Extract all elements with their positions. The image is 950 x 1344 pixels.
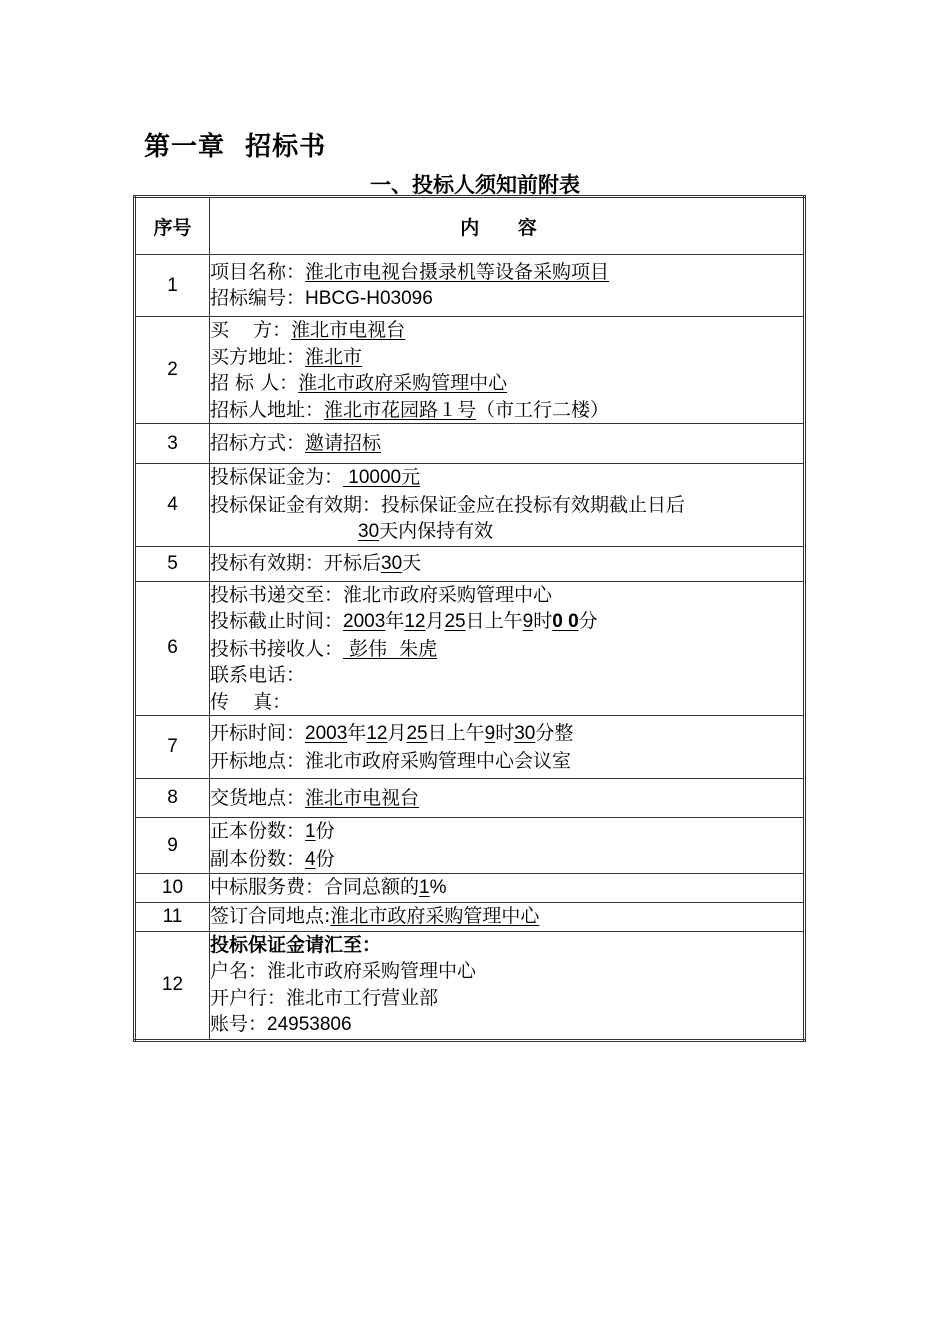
minute-value: 0 0 xyxy=(552,611,579,632)
day-value: 25 xyxy=(444,611,466,632)
row-content xyxy=(210,818,805,874)
field-label: 招标方式： xyxy=(210,432,306,455)
field-label: 买 方： xyxy=(210,319,292,341)
field-suffix: （市工行二楼） xyxy=(476,398,610,421)
field-suffix: 天 xyxy=(402,551,422,574)
content-line xyxy=(210,492,803,519)
field-label: 投标保证金有效期： xyxy=(210,493,382,516)
content-line xyxy=(210,636,803,663)
field-label: 开标地点： xyxy=(210,749,306,772)
row-content xyxy=(210,546,805,581)
content-line xyxy=(210,397,803,424)
row-content xyxy=(210,779,805,818)
day-value: 25 xyxy=(406,723,428,744)
unit: 时 xyxy=(495,722,515,744)
field-suffix: 天内保持有效 xyxy=(379,520,494,542)
row-number: 4 xyxy=(135,464,210,547)
row-number: 8 xyxy=(135,779,210,818)
field-label: 签订合同地点: xyxy=(210,905,331,928)
table-row xyxy=(135,317,805,424)
content-line xyxy=(210,464,803,492)
content-line xyxy=(210,985,803,1012)
row-number: 9 xyxy=(135,818,210,874)
table-row xyxy=(135,581,805,716)
row-content xyxy=(210,255,805,317)
field-suffix: % xyxy=(429,877,447,898)
content-line xyxy=(210,818,803,846)
content-line xyxy=(210,259,803,286)
content-heading: 投标保证金请汇至： xyxy=(210,933,382,956)
field-label: 传 真： xyxy=(210,690,292,713)
field-value: 1 xyxy=(419,877,430,898)
row-number: 5 xyxy=(135,546,210,581)
content-line xyxy=(210,874,803,902)
row-number: 6 xyxy=(135,581,210,716)
unit: 月 xyxy=(387,722,407,744)
unit: 分整 xyxy=(535,722,574,744)
field-value: 淮北市 xyxy=(305,345,363,368)
field-label: 开标时间： xyxy=(210,722,306,744)
row-number: 1 xyxy=(135,255,210,317)
minute-value: 30 xyxy=(514,723,536,744)
content-line xyxy=(210,662,803,689)
field-label: 投标截止时间： xyxy=(210,610,344,632)
content-line xyxy=(210,317,803,344)
content-line xyxy=(210,344,803,371)
table-row xyxy=(135,818,805,874)
row-content xyxy=(210,902,805,931)
field-text: 24953806 xyxy=(267,1014,352,1035)
table-row xyxy=(135,902,805,931)
field-label: 投标有效期： xyxy=(210,551,325,574)
row-content xyxy=(210,874,805,903)
unit: 日上午 xyxy=(427,722,485,744)
content-line xyxy=(210,518,803,546)
month-value: 12 xyxy=(366,723,388,744)
row-content xyxy=(210,581,805,716)
row-number: 12 xyxy=(135,931,210,1040)
table-header-row xyxy=(135,197,805,255)
content-line xyxy=(210,285,803,313)
field-label: 中标服务费： xyxy=(210,876,325,898)
field-value: 30 xyxy=(381,552,403,574)
content-line xyxy=(210,1011,803,1039)
field-label: 投标保证金为： xyxy=(210,466,344,488)
field-value: 淮北市电视台摄录机等设备采购项目 xyxy=(305,260,610,283)
unit: 月 xyxy=(425,610,445,632)
field-label: 开户行： xyxy=(210,986,287,1009)
unit: 年 xyxy=(385,610,405,632)
row-content xyxy=(210,464,805,547)
field-value: 10000元 xyxy=(343,467,421,488)
field-value: 淮北市电视台 xyxy=(305,786,420,809)
content-line xyxy=(210,608,803,636)
field-label: 投标书递交至： xyxy=(210,583,344,606)
field-text: 开标后 xyxy=(324,551,382,574)
row-number: 11 xyxy=(135,902,210,931)
row-number: 2 xyxy=(135,317,210,424)
year-value: 2003 xyxy=(343,611,386,632)
header-no: 序号 xyxy=(135,197,210,255)
field-text: 淮北市政府采购管理中心会议室 xyxy=(305,749,572,772)
table-row xyxy=(135,874,805,903)
content-line xyxy=(210,785,803,812)
field-label: 项目名称： xyxy=(210,260,306,283)
hour-value: 9 xyxy=(484,723,496,744)
table-row xyxy=(135,424,805,464)
field-value: 1 xyxy=(305,821,316,842)
field-value: 淮北市政府采购管理中心 xyxy=(330,905,540,928)
content-line xyxy=(210,748,803,775)
content-line xyxy=(210,430,803,457)
content-line xyxy=(210,958,803,985)
row-content xyxy=(210,317,805,424)
month-value: 12 xyxy=(404,611,426,632)
content-line xyxy=(210,846,803,874)
field-text: 合同总额的 xyxy=(324,876,420,898)
field-suffix: 份 xyxy=(315,820,335,842)
field-label: 户名： xyxy=(210,960,268,982)
field-label: 买方地址： xyxy=(210,345,306,368)
table-row xyxy=(135,464,805,547)
field-label: 联系电话： xyxy=(210,664,306,686)
field-label: 账号： xyxy=(210,1013,268,1035)
field-value: 淮北市电视台 xyxy=(291,319,406,341)
table-row xyxy=(135,546,805,581)
table-title: 一、投标人须知前附表 xyxy=(370,173,580,197)
field-value: 淮北市政府采购管理中心 xyxy=(298,372,508,394)
field-suffix: 份 xyxy=(315,847,335,870)
unit: 日上午 xyxy=(465,610,523,632)
field-label: 招标人地址： xyxy=(210,398,325,421)
year-value: 2003 xyxy=(305,723,348,744)
field-label: 招标编号： xyxy=(210,287,306,309)
row-content xyxy=(210,424,805,464)
field-value: 4 xyxy=(305,848,316,870)
field-value: 邀请招标 xyxy=(305,432,382,455)
content-line xyxy=(210,370,803,397)
unit: 时 xyxy=(533,610,553,632)
hour-value: 9 xyxy=(522,611,534,632)
field-text: 淮北市政府采购管理中心 xyxy=(343,583,553,606)
content-line xyxy=(210,903,803,930)
row-content xyxy=(210,716,805,779)
field-label: 招 标 人： xyxy=(210,372,299,394)
row-number: 7 xyxy=(135,716,210,779)
row-number: 10 xyxy=(135,874,210,903)
row-number: 3 xyxy=(135,424,210,464)
table-row xyxy=(135,716,805,779)
field-text: 淮北市政府采购管理中心 xyxy=(267,960,477,982)
field-text: 淮北市工行营业部 xyxy=(286,986,439,1009)
field-label: 副本份数： xyxy=(210,847,306,870)
bidder-instructions-table xyxy=(133,195,806,1042)
content-line xyxy=(210,720,803,748)
content-line xyxy=(210,689,803,716)
unit: 分 xyxy=(578,610,598,632)
field-label: 投标书接收人： xyxy=(210,637,344,660)
table-row xyxy=(135,931,805,1040)
field-label: 交货地点： xyxy=(210,786,306,809)
field-label: 正本份数： xyxy=(210,820,306,842)
content-line xyxy=(210,550,803,578)
unit: 年 xyxy=(347,722,367,744)
field-value: 30 xyxy=(358,521,380,542)
field-value: HBCG-H03096 xyxy=(305,288,433,309)
header-content: 内 容 xyxy=(210,197,805,255)
table-row xyxy=(135,779,805,818)
field-value: 彭伟 朱虎 xyxy=(343,637,438,660)
field-value: 淮北市花园路１号 xyxy=(324,398,477,421)
field-text: 投标保证金应在投标有效期截止日后 xyxy=(381,493,686,516)
table-row xyxy=(135,255,805,317)
chapter-title: 第一章 招标书 xyxy=(144,132,327,162)
row-content xyxy=(210,931,805,1040)
content-line xyxy=(210,582,803,609)
